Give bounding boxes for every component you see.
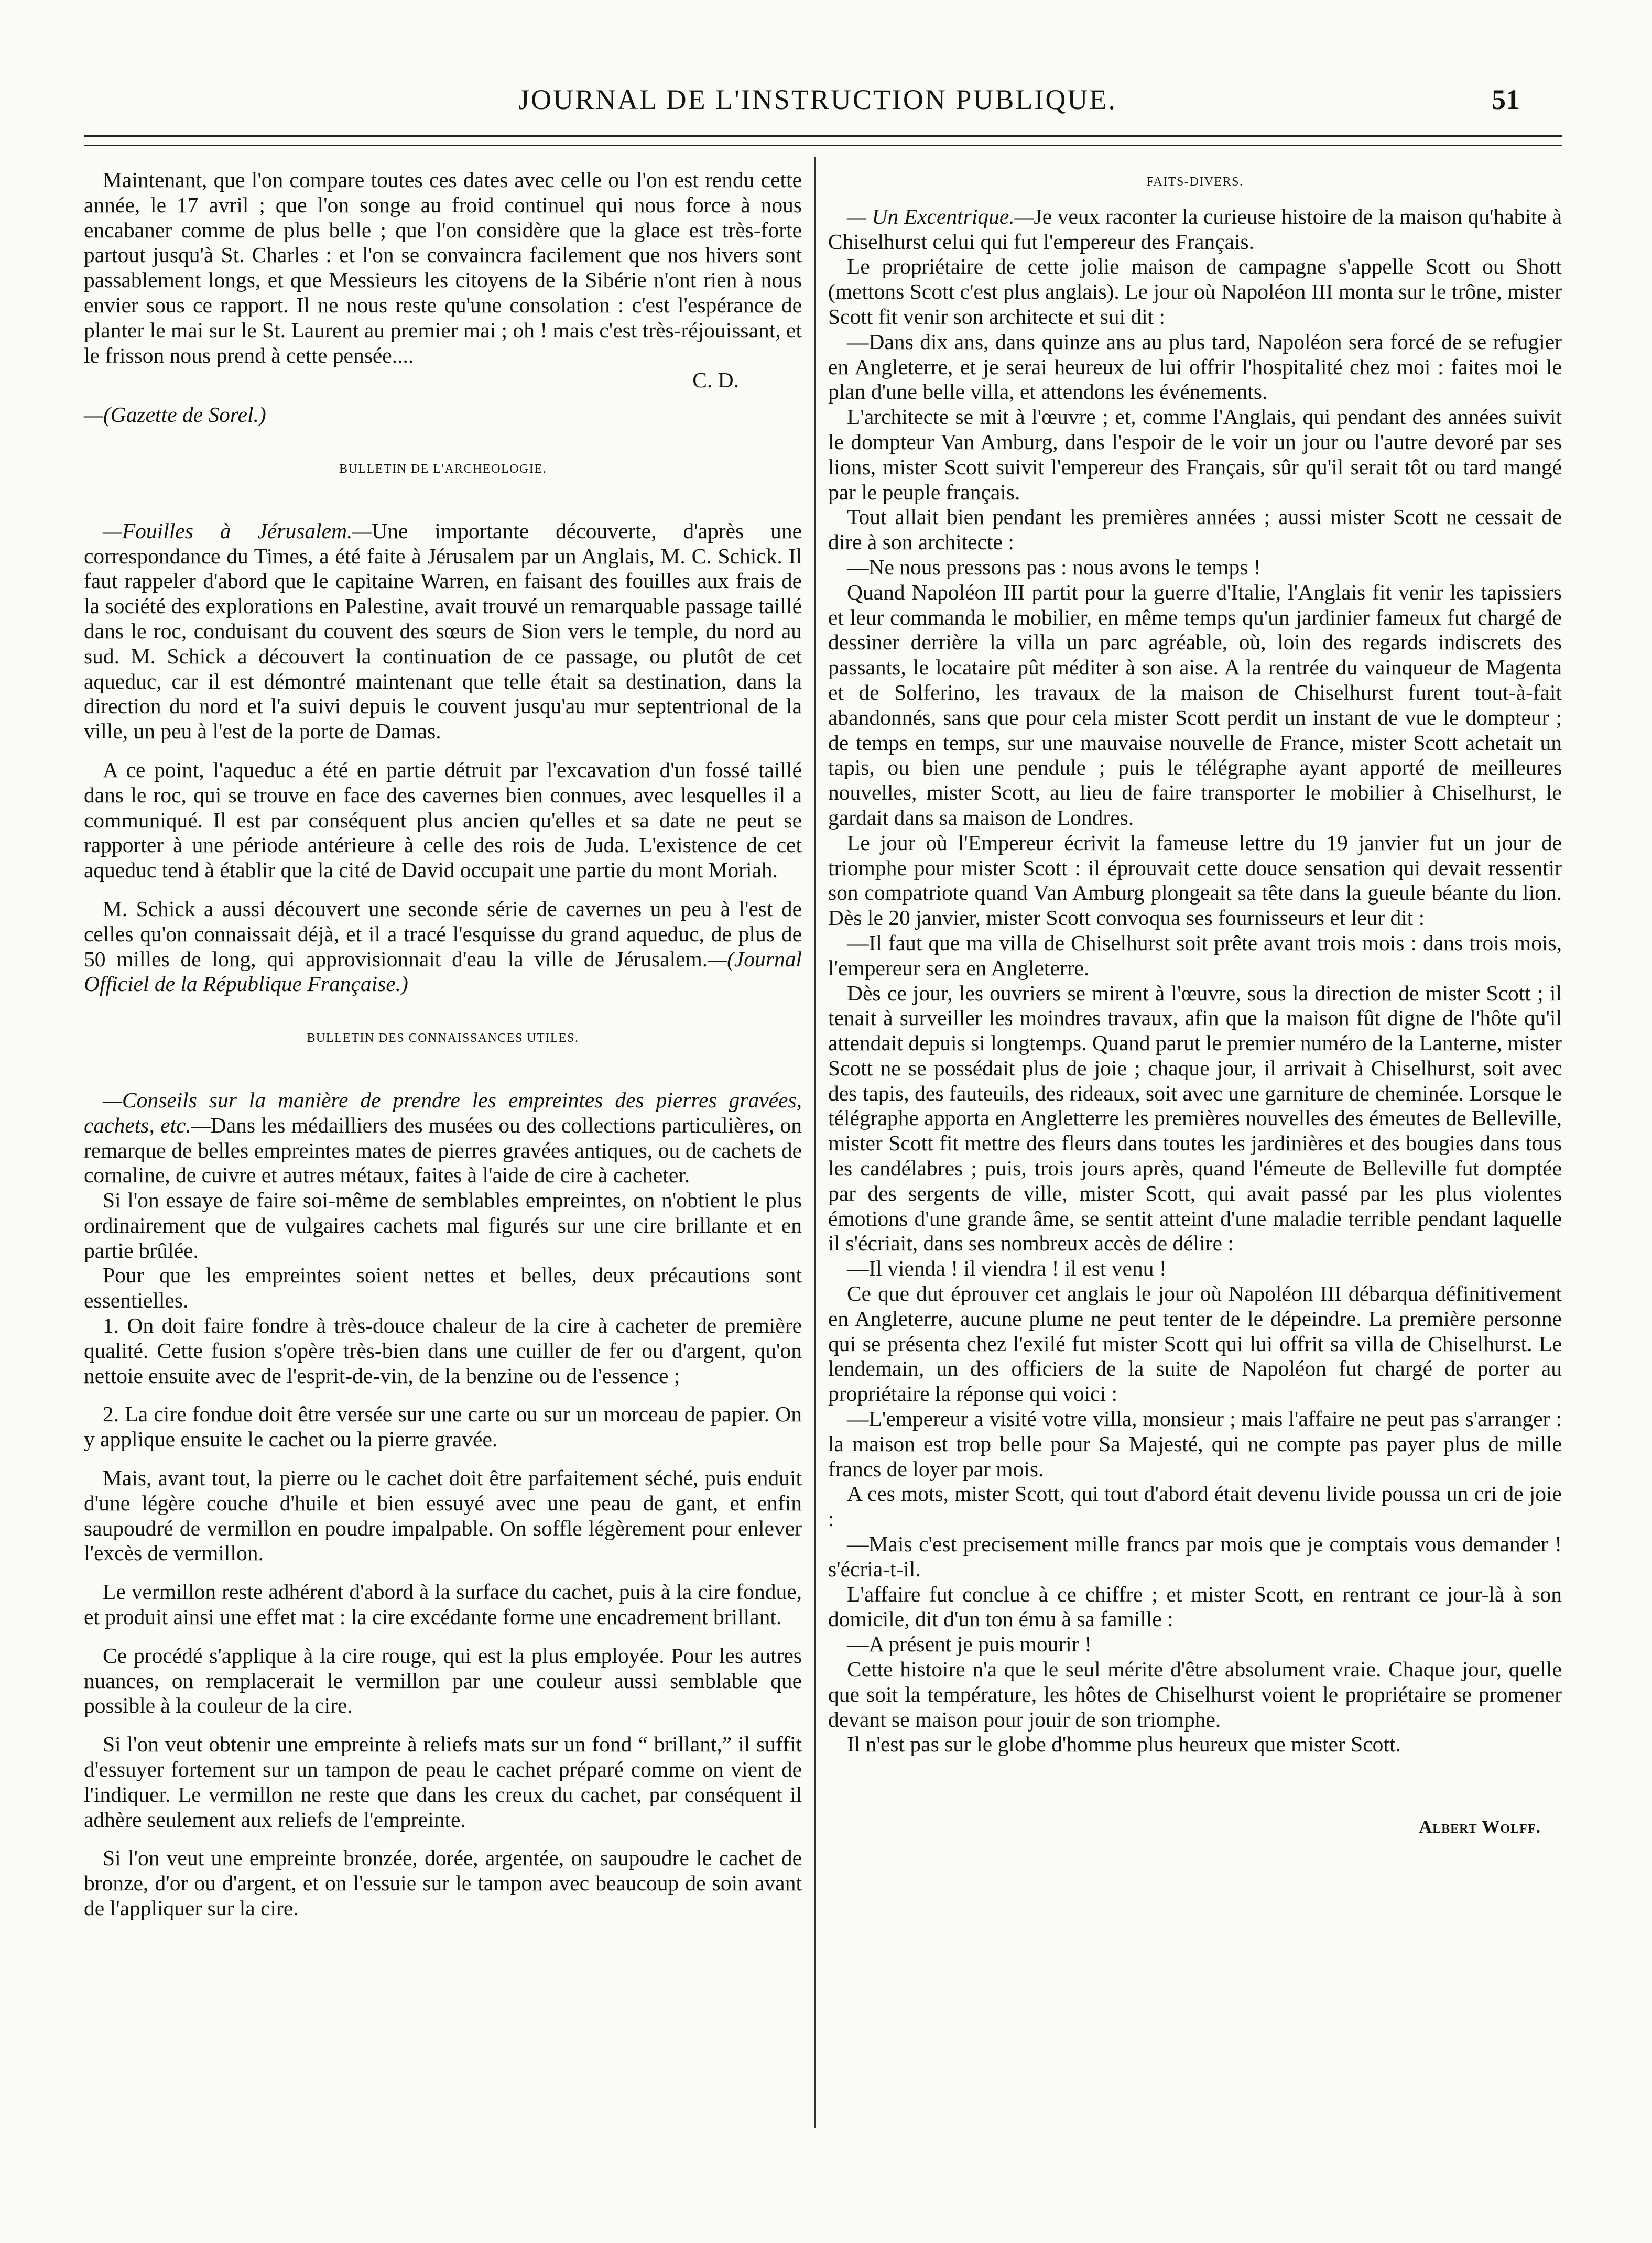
story-paragraph-4: L'architecte se mit à l'œuvre ; et, comme l'Anglais, qui pendant des années suivit le dompteur Van Amburg, dans l'espoir de le voir un jour ou l'autre devoré par ses lions, mister Scott suivit l'empereur des Français, sûr qu'il serait tôt ou tard mangé par le peuple français. [828,405,1562,504]
useful-paragraph-6: Mais, avant tout, la pierre ou le cachet doit être parfaitement séché, puis enduit d'une légère couche d'huile et bien essuyé avec une peau de gant, et enfin saupoudré de vermillon en poudre impalpable. On soffle légèrement pour enlever l'excès de vermillon. [84,1466,802,1565]
header-rule-thin [84,145,1562,146]
useful-title: —Conseils sur la manière de prendre les empreintes des pierres gravées, cachets, etc.— [84,1087,802,1137]
story-paragraph-8: Le jour où l'Empereur écrivit la fameuse lettre du 19 janvier fut un jour de triomphe pour mister Scott : il éprouvait cette douce sensation qui devait ressentir son compatriote quand Van Amburg plongeait sa tête dans la gueule béante du lion. Dès le 20 janvier, mister Scott convoqua ses fournisseurs et leur dit : [828,830,1562,930]
section-heading-faits-divers: FAITS-DIVERS. [1146,175,1244,189]
page-number: 51 [1492,84,1520,115]
story-paragraph-6: —Ne nous pressons pas : nous avons le temps ! [847,554,1261,579]
section-heading-archeology: BULLETIN DE L'ARCHEOLOGIE. [339,462,547,476]
story-title: — Un Excentrique.— [847,204,1034,228]
story-paragraph-1: — Un Excentrique.—Je veux raconter la curieuse histoire de la maison qu'habite à Chiselhurst celui qui fut l'empereur des Français. [828,204,1562,254]
section-heading-useful-knowledge: BULLETIN DES CONNAISSANCES UTILES. [307,1031,579,1046]
header-rule-thick [84,135,1562,137]
intro-paragraph: Maintenant, que l'on compare toutes ces dates avec celle ou l'on est rendu cette année, le 17 avril ; que l'on songe au froid continuel qui nous force à nous encabaner comme de plus belle ; que l'on considère que la glace est très-forte partout jusqu'à St. Charles : et l'on se convaincra facilement que nos hivers sont passablement longs, et que Messieurs les citoyens de la Sibérie n'ont rien à nous envier sous ce rapport. Il ne nous reste qu'une consolation : c'est l'espérance de planter le mai sur le St. Laurent au premier mai ; oh ! mais c'est très-réjouissant, et le frisson nous prend à cette pensée.... [84,168,802,367]
story-paragraph-9: —Il faut que ma villa de Chiselhurst soit prête avant trois mois : dans trois mois, l'empereur sera en Angleterre. [828,930,1562,980]
story-paragraph-11: —Il vienda ! il viendra ! il est venu ! [847,1256,1167,1281]
right-column [828,168,1562,1840]
author-signature: Albert Wolff. [1419,1817,1541,1837]
story-paragraph-7: Quand Napoléon III partit pour la guerre d'Italie, l'Anglais fit venir les tapissiers et leur commanda le mobilier, en même temps qu'un jardinier fameux fut chargé de dessiner derrière la villa un parc agréable, où, loin des regards indiscrets des passants, le locataire pût méditer à son aise. A la rentrée du vainqueur de Magenta et de Solferino, les travaux de la maison de Chiselhurst furent tout-à-fait abandonnés, sans que pour cela mister Scott perdit un instant de vue le dompteur ; de temps en temps, sur une mauvaise nouvelle de France, mister Scott achetait un tapis, ou bien une pendule ; puis le télégraphe ayant apporté de meilleures nouvelles, mister Scott, au lieu de faire transporter le mobilier à Chiselhurst, le gardait dans sa maison de Londres. [828,580,1562,830]
story-paragraph-3: —Dans dix ans, dans quinze ans au plus tard, Napoléon sera forcé de se refugier en Angleterre, et je serai heureux de lui offrir l'hospitalité chez moi : faites moi le plan d'une belle villa, et attendons les événements. [828,329,1562,404]
useful-paragraph-1: —Conseils sur la manière de prendre les empreintes des pierres gravées, cachets, etc.—Dans les médailliers des musées ou des collections particulières, on remarque de belles empreintes mates de pierres gravées antiques, ou de cachets de cornaline, de cuivre et autres métaux, faites à l'aide de cire à cacheter. [84,1087,802,1188]
left-column [84,168,802,1921]
page-header [84,79,1551,121]
signature: C. D. [692,368,739,393]
useful-paragraph-2: Si l'on essaye de faire soi-même de semblables empreintes, on n'obtient le plus ordinairement que de vulgaires cachets mal figurés sur une cire brillante et en partie brûlée. [84,1188,802,1262]
journal-title: JOURNAL DE L'INSTRUCTION PUBLIQUE. [518,84,1117,115]
story-paragraph-5: Tout allait bien pendant les premières années ; aussi mister Scott ne cessait de dire à son architecte : [828,505,1562,554]
archeology-citation: —(Journal Officiel de la République Française.) [84,946,802,996]
archeology-paragraph-2: A ce point, l'aqueduc a été en partie détruit par l'excavation d'un fossé taillé dans le roc, qui se trouve en face des cavernes bien connues, avec lesquelles il a communiqué. Il est par conséquent plus ancien qu'elles et sa date ne peut se rapporter à une période antérieure à celle des rois de Juda. L'existence de cet aqueduc tend à établir que la cité de David occupait une partie du mont Moriah. [84,757,802,883]
story-paragraph-12: Ce que dut éprouver cet anglais le jour où Napoléon III débarqua définitivement en Angleterre, aucune plume ne peut tenter de le dépeindre. La première personne qui se présenta chez l'exilé fut mister Scott qui lui offrit sa villa de Chiselhurst. Le lendemain, un des officiers de la suite de Napoléon fut chargé de porter au propriétaire la réponse qui voici : [828,1281,1562,1406]
useful-paragraph-10: Si l'on veut une empreinte bronzée, dorée, argentée, on saupoudre le cachet de bronze, d'or ou d'argent, et on l'essuie sur le tampon avec beaucoup de soin avant de l'appliquer sur la cire. [84,1846,802,1921]
story-paragraph-16: L'affaire fut conclue à ce chiffre ; et mister Scott, en rentrant ce jour-là à son domicile, dit d'un ton ému à sa famille : [828,1582,1562,1631]
story-paragraph-13: —L'empereur a visité votre villa, monsieur ; mais l'affaire ne peut pas s'arranger : la maison est trop belle pour Sa Majesté, qui ne compte pas payer plus de mille francs de loyer par mois. [828,1407,1562,1481]
story-paragraph-2: Le propriétaire de cette jolie maison de campagne s'appelle Scott ou Shott (mettons Scott c'est plus anglais). Le jour où Napoléon III monta sur le trône, mister Scott fit venir son architecte et sui dit : [828,254,1562,329]
story-paragraph-15: —Mais c'est precisement mille francs par mois que je comptais vous demander ! s'écria-t-il. [828,1532,1562,1581]
column-divider [814,157,816,2128]
story-paragraph-10: Dès ce jour, les ouvriers se mirent à l'œuvre, sous la direction de mister Scott ; il tenait à surveiller les moindres travaux, afin que la maison fût digne de l'hôte qu'il attendait depuis si longtemps. Quand parut le premier numéro de la Lanterne, mister Scott ne se possédait plus de joie ; chaque jour, il arrivait à Chiselhurst, soit avec des tapis, des fauteuils, des rideaux, soit avec une garniture de cheminée. Lorsque le télégraphe apporta en Angletterre les premières nouvelles des émeutes de Belleville, mister Scott fit mettre des fleurs dans toutes les jardinières et des bougies dans tous les candélabres ; puis, trois jours après, quand l'émeute de Belleville fut domptée par des sergents de ville, mister Scott, qui avait passé par les plus violentes émotions d'une grande âme, se sentit atteint d'une maladie terrible pendant laquelle il s'écriait, dans ses nombreux accès de délire : [828,981,1562,1256]
useful-paragraph-8: Ce procédé s'applique à la cire rouge, qui est la plus employée. Pour les autres nuances, on remplacerait le vermillon par une couleur aussi semblable que possible à la couleur de la cire. [84,1643,802,1718]
story-paragraph-14: A ces mots, mister Scott, qui tout d'abord était devenu livide poussa un cri de joie : [828,1482,1562,1531]
story-paragraph-18: Cette histoire n'a que le seul mérite d'être absolument vraie. Chaque jour, quelle que soit la température, les hôtes de Chiselhurst voient le propriétaire se promener devant se maison pour jouir de son triomphe. [828,1657,1562,1732]
archeology-title: —Fouilles à Jérusalem.— [103,518,372,543]
source-citation: —(Gazette de Sorel.) [84,402,266,427]
archeology-paragraph-1: —Fouilles à Jérusalem.—Une importante découverte, d'après une correspondance du Times, a été faite à Jérusalem par un Anglais, M. C. Schick. Il faut rappeler d'abord que le capitaine Warren, en faisant des fouilles aux frais de la société des explorations en Palestine, avait trouvé un remarquable passage taillé dans le roc, conduisant du couvent des sœurs de Sion vers le temple, du nord au sud. M. Schick a découvert la continuation de ce passage, ou plutôt de cet aqueduc, car il est démontré maintenant que telle était sa destination, dans la direction du nord et l'a suivi depuis le couvent jusqu'au mur septentrional de la ville, un peu à l'est de la porte de Damas. [84,518,802,744]
story-paragraph-19: Il n'est pas sur le globe d'homme plus heureux que mister Scott. [847,1732,1401,1757]
story-paragraph-17: —A présent je puis mourir ! [847,1632,1092,1657]
useful-paragraph-3: Pour que les empreintes soient nettes et belles, deux précautions sont essentielles. [84,1263,802,1313]
useful-paragraph-7: Le vermillon reste adhérent d'abord à la surface du cachet, puis à la cire fondue, et produit ainsi une effet mat : la cire excédante forme une encadrement brillant. [84,1580,802,1629]
archeology-paragraph-3: M. Schick a aussi découvert une seconde série de cavernes un peu à l'est de celles qu'on connaissait déjà, et il a tracé l'esquisse du grand aqueduc, de plus de 50 milles de long, qui approvisionnait d'eau la ville de Jérusalem.—(Journal Officiel de la République Française.) [84,896,802,996]
useful-paragraph-5: 2. La cire fondue doit être versée sur une carte ou sur un morceau de papier. On y applique ensuite le cachet ou la pierre gravée. [84,1402,802,1452]
useful-paragraph-9: Si l'on veut obtenir une empreinte à reliefs mats sur un fond “ brillant,” il suffit d'essuyer fortement sur un tampon de peau le cachet préparé comme on vient de l'indiquer. Le vermillon ne reste que dans les creux du cachet, par conséquent il adhère seulement aux reliefs de l'empreinte. [84,1732,802,1832]
useful-paragraph-4: 1. On doit faire fondre à très-douce chaleur de la cire à cacheter de première qualité. Cette fusion s'opère très-bien dans une cuiller de fer ou d'argent, qu'on nettoie ensuite avec de l'esprit-de-vin, de la benzine ou de l'essence ; [84,1313,802,1388]
